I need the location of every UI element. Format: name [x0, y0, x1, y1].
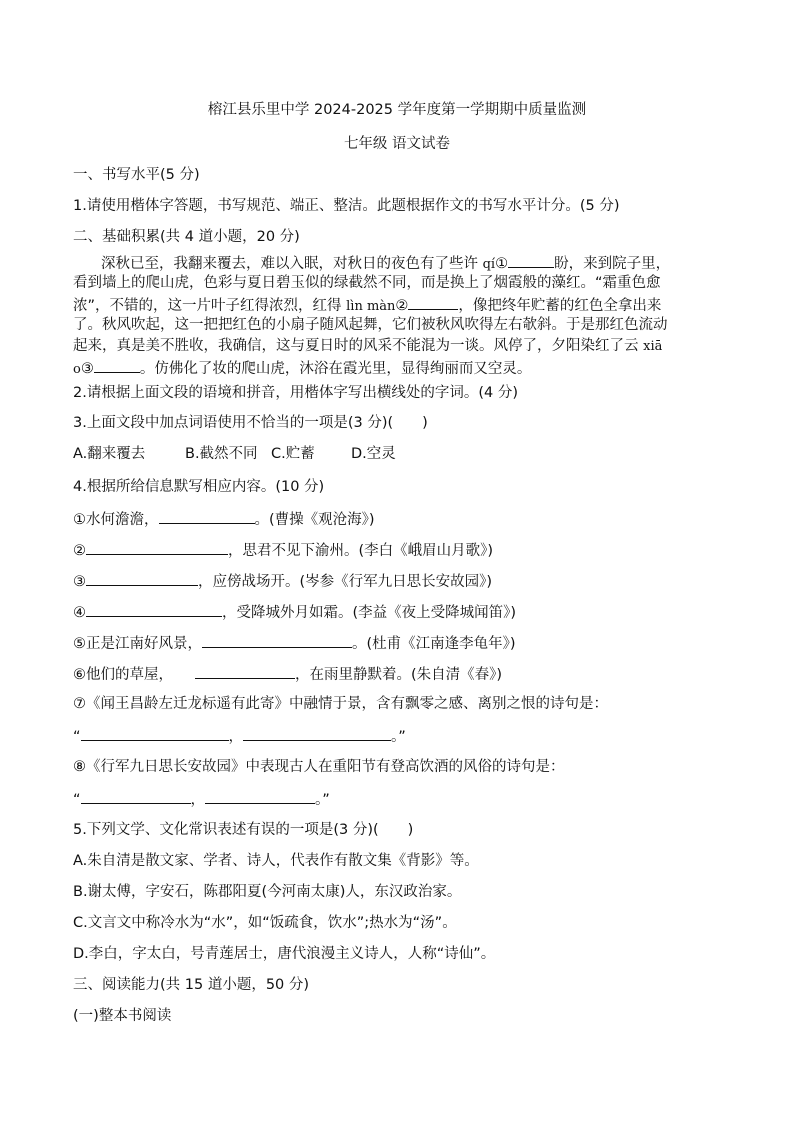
option-a[interactable]: A.翻来覆去 [73, 446, 146, 462]
recite-blank-7a[interactable] [81, 725, 229, 741]
recite-blank-2[interactable] [86, 539, 228, 555]
passage-line-4: 了。秋风吹起，这一把把红色的小扇子随风起舞，它们被秋风吹得左右欹斜。于是那红色流动 [73, 317, 668, 333]
exam-title: 榕江县乐里中学 2024-2025 学年度第一学期期中质量监测 [207, 102, 587, 118]
section-1-heading: 一、书写水平(5 分) [73, 167, 200, 183]
recite-blank-8a[interactable] [81, 788, 191, 804]
passage-line-5: 起来，真是美不胜收，我确信，这与夏日时的风采不能混为一谈。风停了，夕阳染红了云 xiā [73, 338, 663, 354]
section-2-heading: 二、基础积累(共 4 道小题，20 分) [73, 229, 300, 245]
passage-line-1: 深秋已至，我翻来覆去，难以入眠，对秋日的夜色有了些许 qí① 盼，来到院子里， [101, 252, 670, 275]
recite-blank-7b[interactable] [243, 725, 391, 741]
q5-option-c[interactable]: C.文言文中称冷水为“水”，如“饭疏食，饮水”;热水为“汤”。 [73, 915, 457, 931]
section-3-heading: 三、阅读能力(共 15 道小题，50 分) [73, 977, 310, 993]
question-1: 1.请使用楷体字答题，书写规范、端正、整洁。此题根据作文的书写水平计分。(5 分) [73, 198, 620, 214]
section-3-subheading: (一)整本书阅读 [73, 1008, 172, 1024]
answer-blank-2[interactable] [408, 294, 458, 310]
recite-item-3: ③ ，应傍战场开。(岑参《行军九日思长安故园》) [73, 570, 492, 592]
q5-option-b[interactable]: B.谢太傅，字安石，陈郡阳夏(今河南太康)人，东汉政治家。 [73, 884, 462, 900]
recite-item-1: ①水何澹澹， 。(曹操《观沧海》) [73, 508, 375, 530]
recite-blank-4[interactable] [86, 601, 222, 617]
passage-line-3: 浓”，不错的，这一片叶子红得浓烈，红得 lìn màn② ，像把终年贮蓄的红色全拿出来 [73, 294, 661, 317]
recite-item-8-answer: “ ， 。” [73, 788, 330, 810]
recite-item-8: ⑧《行军九日思长安故园》中表现古人在重阳节有登高饮酒的风俗的诗句是： [73, 759, 565, 775]
answer-blank-1[interactable] [508, 252, 554, 268]
recite-item-7-answer: “ ， 。” [73, 725, 406, 747]
question-3: 3.上面文段中加点词语使用不恰当的一项是(3 分)( ) [73, 415, 428, 431]
option-c[interactable]: C.贮蓄 [271, 446, 315, 462]
pinyin-2: lìn màn [346, 299, 396, 314]
question-5: 5.下列文学、文化常识表述有误的一项是(3 分)( ) [73, 822, 414, 838]
recite-blank-5[interactable] [202, 632, 352, 648]
question-4: 4.根据所给信息默写相应内容。(10 分) [73, 479, 325, 495]
q5-option-d[interactable]: D.李白，字太白，号青莲居士，唐代浪漫主义诗人，人称“诗仙”。 [73, 946, 496, 962]
recite-blank-8b[interactable] [205, 788, 315, 804]
pinyin-3: xiā [643, 339, 663, 354]
recite-item-5: ⑤正是江南好风景， 。(杜甫《江南逢李龟年》) [73, 632, 516, 654]
passage-line-2: 看到墙上的爬山虎，色彩与夏日碧玉似的绿截然不同，而是换上了烟霞般的藻红。“霜重色愈 [73, 275, 661, 291]
recite-item-6: ⑥他们的草屋， ，在雨里静默着。(朱自清《春》) [73, 663, 502, 685]
recite-item-4: ④ ，受降城外月如霜。(李益《夜上受降城闻笛》) [73, 601, 516, 623]
pinyin-1: qí [482, 257, 496, 272]
recite-item-2: ② ，思君不见下渝州。(李白《峨眉山月歌》) [73, 539, 493, 561]
recite-blank-6[interactable] [195, 663, 295, 679]
recite-item-7: ⑦《闻王昌龄左迁龙标遥有此寄》中融情于景，含有飘零之感、离别之恨的诗句是： [73, 696, 608, 712]
passage-line-6: o③ 。仿佛化了妆的爬山虎，沐浴在霞光里，显得绚丽而又空灵。 [73, 357, 531, 380]
answer-blank-3[interactable] [94, 357, 140, 373]
exam-subtitle: 七年级 语文试卷 [343, 136, 451, 152]
option-d[interactable]: D.空灵 [351, 446, 396, 462]
recite-blank-1[interactable] [159, 508, 255, 524]
recite-blank-3[interactable] [86, 570, 198, 586]
question-2: 2.请根据上面文段的语境和拼音，用楷体字写出横线处的字词。(4 分) [73, 385, 518, 401]
question-3-options [73, 444, 396, 464]
q5-option-a[interactable]: A.朱自清是散文家、学者、诗人，代表作有散文集《背影》等。 [73, 853, 479, 869]
option-b[interactable]: B.截然不同 [185, 446, 258, 462]
